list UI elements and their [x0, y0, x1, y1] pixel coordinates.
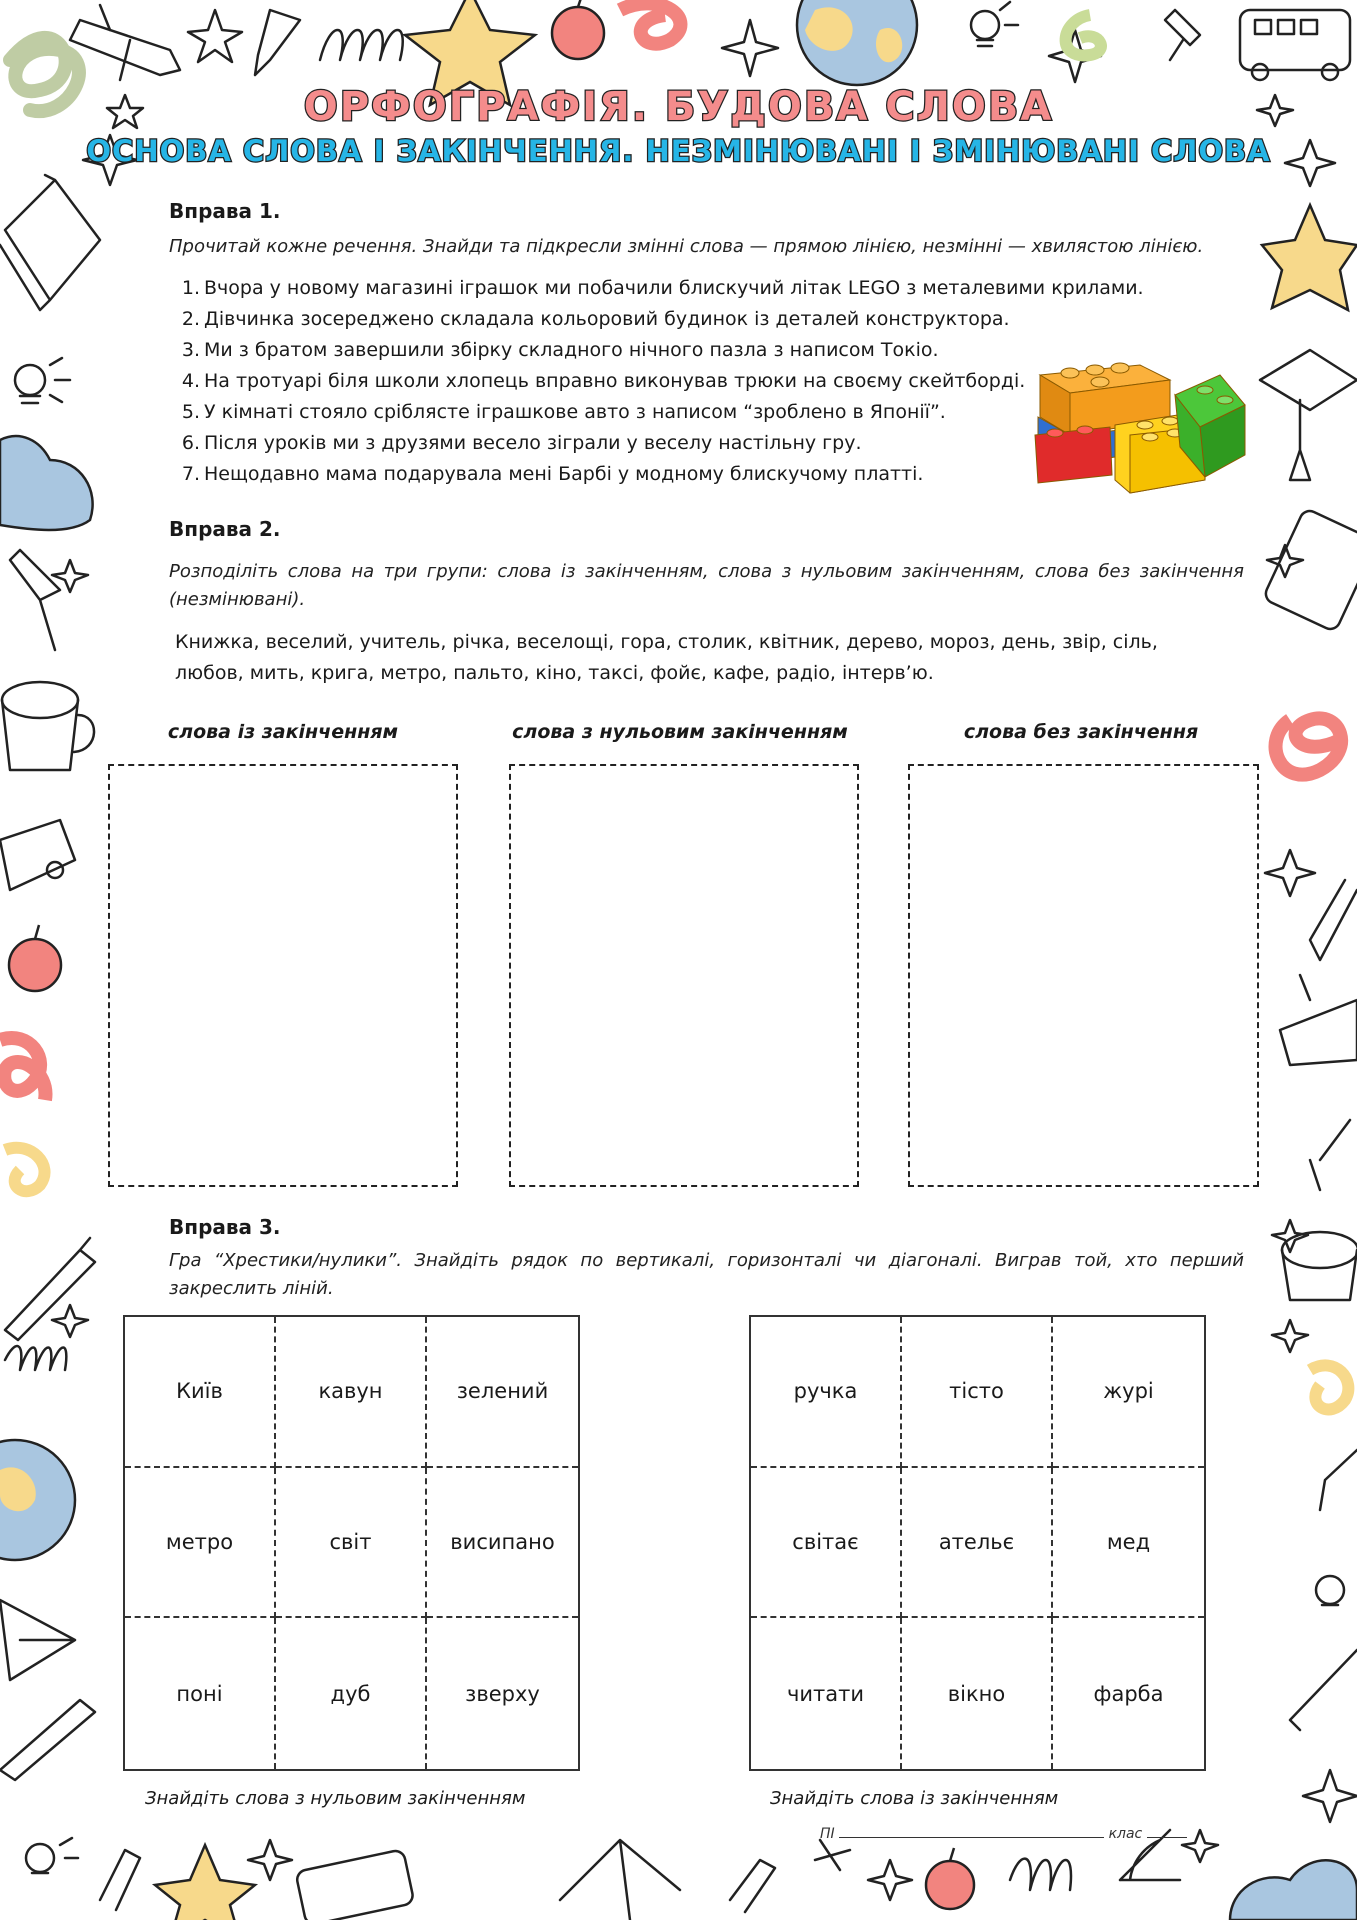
exercise3-heading: Вправа 3.	[169, 1215, 281, 1239]
answer-box-zero-ending[interactable]	[509, 764, 859, 1187]
sentence-item: 5. У кімнаті стояло сріблясте іграшкове авто з написом “зроблено в Японії”.	[181, 401, 946, 423]
grid-cell[interactable]: вікно	[902, 1618, 1053, 1769]
page-title: ОРФОГРАФІЯ. БУДОВА СЛОВА	[303, 84, 1054, 130]
grid-cell[interactable]: ательє	[902, 1468, 1053, 1619]
tic-tac-toe-grid-2	[749, 1315, 1206, 1771]
grid-cell[interactable]: світ	[276, 1468, 427, 1619]
grid-cell[interactable]: журі	[1053, 1317, 1204, 1468]
grid1-note: Знайдіть слова з нульовим закінченням	[145, 1788, 526, 1809]
grid-cell[interactable]: метро	[125, 1468, 276, 1619]
exercise1-heading: Вправа 1.	[169, 199, 281, 223]
grid-cell[interactable]: висипано	[427, 1468, 578, 1619]
sentence-item: 6. Після уроків ми з друзями весело зіграли у веселу настільну гру.	[181, 432, 862, 454]
sentence-item: 2. Дівчинка зосереджено складала кольоровий будинок із деталей конструктора.	[181, 308, 1010, 330]
exercise2-word-list: Книжка, веселий, учитель, річка, веселощі, гора, столик, квітник, дерево, мороз, день, звір, сіль, любов, мить, крига, метро, пальто, кіно, таксі, фойє, кафе, радіо, інтерв’ю.	[175, 631, 1158, 684]
name-label: ПІ	[820, 1826, 835, 1842]
grid-cell[interactable]: дуб	[276, 1618, 427, 1769]
exercise1-sentence-list	[180, 273, 1144, 490]
sentence-item: 4. На тротуарі біля школи хлопець вправно виконував трюки на своєму скейтборді.	[181, 370, 1026, 392]
grid-cell[interactable]: кавун	[276, 1317, 427, 1468]
class-label: клас	[1108, 1826, 1143, 1842]
grid-cell[interactable]: світає	[751, 1468, 902, 1619]
sentence-item: 3. Ми з братом завершили збірку складного нічного пазла з написом Токіо.	[181, 339, 939, 361]
exercise3-instruction: Гра “Хрестики/нулики”. Знайдіть рядок по вертикалі, горизонталі чи діагоналі. Виграв той, хто перший закреслить ліній.	[169, 1250, 1244, 1299]
exercise2-heading: Вправа 2.	[169, 517, 281, 541]
lego-bricks-image	[1030, 355, 1250, 495]
answer-box-with-ending[interactable]	[108, 764, 458, 1187]
grid-cell[interactable]: читати	[751, 1618, 902, 1769]
grid-cell[interactable]: поні	[125, 1618, 276, 1769]
column-title-with-ending: слова із закінченням	[167, 721, 399, 743]
signature-line	[820, 1826, 1187, 1842]
column-title-no-ending: слова без закінчення	[963, 721, 1199, 743]
grid-cell[interactable]: фарба	[1093, 1681, 1164, 1706]
grid-cell[interactable]: Київ	[125, 1317, 276, 1468]
column-title-zero-ending: слова з нульовим закінченням	[512, 721, 848, 743]
page-subtitle: ОСНОВА СЛОВА І ЗАКІНЧЕННЯ. НЕЗМІНЮВАНІ І ЗМІНЮВАНІ СЛОВА	[86, 134, 1271, 168]
exercise1-instruction: Прочитай кожне речення. Знайди та підкресли змінні слова — прямою лінією, незмінні — хвилястою лінією.	[169, 236, 1204, 257]
grid-cell[interactable]: зверху	[465, 1681, 540, 1706]
grid-cell[interactable]: зелений	[427, 1317, 578, 1468]
name-input-line[interactable]	[839, 1837, 1104, 1838]
grid2-note: Знайдіть слова із закінченням	[770, 1788, 1059, 1809]
grid-cell[interactable]: ручка	[751, 1317, 902, 1468]
sentence-item: 1. Вчора у новому магазині іграшок ми побачили блискучий літак LEGO з металевими крилами.	[181, 277, 1144, 299]
class-input-line[interactable]	[1147, 1837, 1187, 1838]
grid-cell[interactable]: тісто	[902, 1317, 1053, 1468]
exercise2-instruction: Розподіліть слова на три групи: слова із закінченням, слова з нульовим закінченням, слова без закінчення (незмінювані).	[169, 561, 1244, 610]
answer-box-no-ending[interactable]	[908, 764, 1259, 1187]
grid-cell[interactable]: мед	[1053, 1468, 1204, 1619]
tic-tac-toe-grid-1	[123, 1315, 580, 1771]
sentence-item: 7. Нещодавно мама подарувала мені Барбі у модному блискучому платті.	[181, 463, 924, 485]
